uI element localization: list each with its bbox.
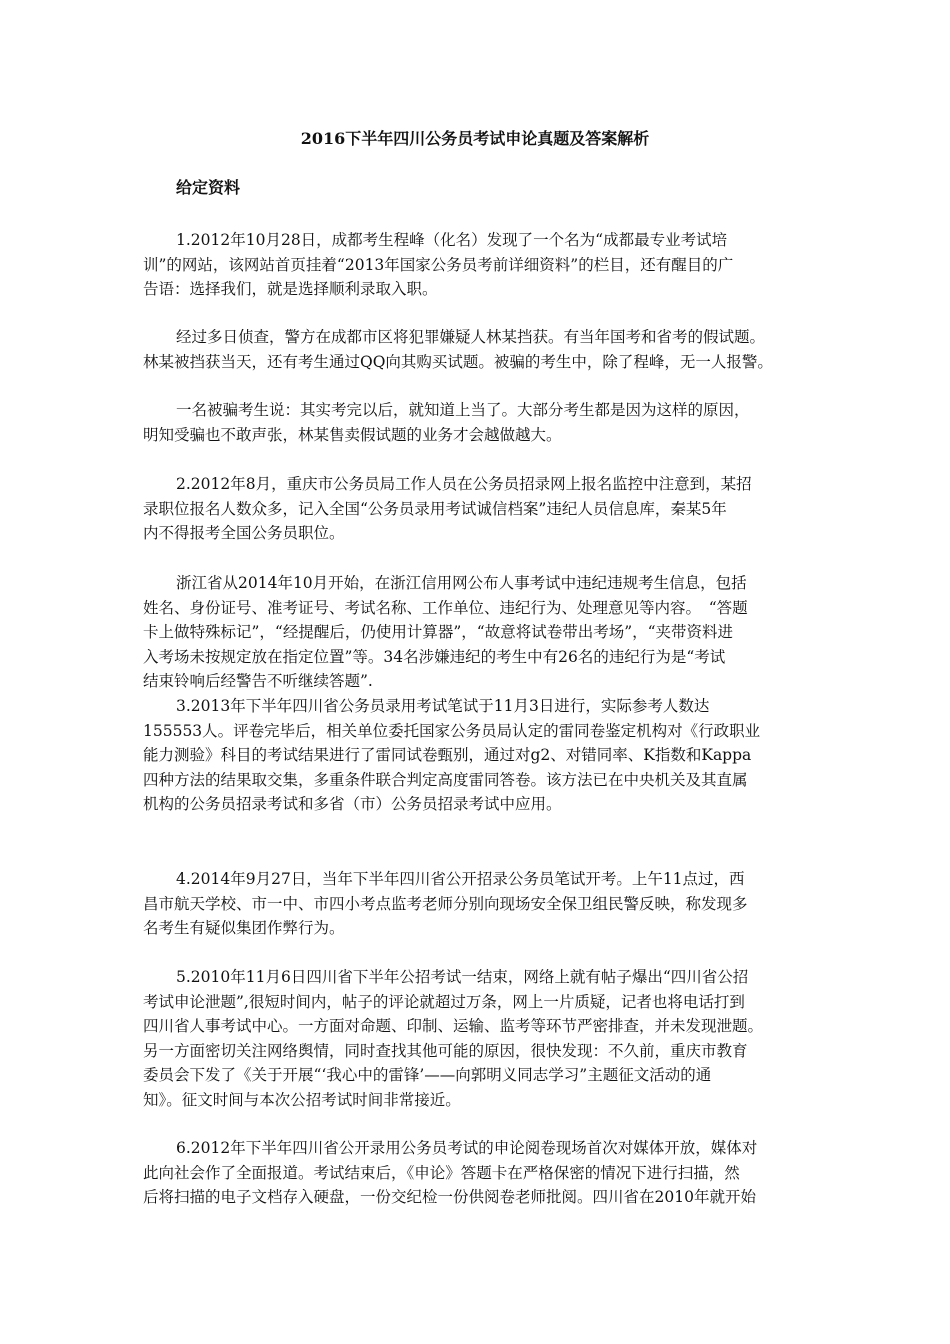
text-line: 昌市航天学校、市一中、市四小考点监考老师分别向现场安全保卫组民警反映，称发现多 — [143, 894, 748, 913]
text-line: 一名被骗考生说：其实考完以后，就知道上当了。大部分考生都是因为这样的原因， — [176, 401, 750, 419]
text-line: 告语：选择我们，就是选择顺利录取入职。 — [143, 280, 438, 299]
text-line: 2.2012年8月，重庆市公务员局工作人员在公务员招录网上报名监控中注意到，某招 — [176, 475, 752, 493]
text-line: 能力测验》科目的考试结果进行了雷同试卷甄别，通过对g2、对错同率、K指数和Kappa — [143, 746, 752, 765]
text-line: 4.2014年9月27日，当年下半年四川省公开招录公务员笔试开考。上午11点过，西 — [176, 870, 745, 888]
paragraph-5 — [143, 571, 833, 694]
text-line: 明知受骗也不敢声张，林某售卖假试题的业务才会越做越大。 — [143, 425, 562, 444]
text-line: 后将扫描的电子文档存入硬盘，一份交纪检一份供阅卷老师批阅。四川省在2010年就开始 — [143, 1188, 756, 1207]
text-line: 知》。征文时间与本次公招考试时间非常接近。 — [143, 1090, 461, 1109]
text-line: 机构的公务员招录考试和多省（市）公务员招录考试中应用。 — [143, 795, 562, 814]
text-line: 内不得报考全国公务员职位。 — [143, 524, 345, 543]
text-line: 考试申论泄题”,很短时间内，帖子的评论就超过万条，网上一片质疑，记者也将电话打到 — [143, 992, 745, 1011]
paragraph-4 — [143, 472, 833, 546]
text-line: 委员会下发了《关于开展“‘我心中的雷锋’——向郭明义同志学习”主题征文活动的通 — [143, 1066, 712, 1085]
paragraph-2 — [143, 325, 833, 374]
paragraph-1 — [143, 228, 833, 302]
text-line: 四种方法的结果取交集，多重条件联合判定高度雷同答卷。该方法已在中央机关及其直属 — [143, 770, 748, 789]
text-line: 卡上做特殊标记”，“经提醒后，仍使用计算器”，“故意将试卷带出考场”，“夹带资料进 — [143, 623, 734, 642]
paragraph-8 — [143, 965, 833, 1113]
paragraph-6 — [143, 694, 833, 817]
text-line: 5.2010年11月6日四川省下半年公招考试一结束，网络上就有帖子爆出“四川省公招 — [176, 968, 749, 986]
text-line: 训”的网站，该网站首页挂着“2013年国家公务员考前详细资料”的栏目，还有醒目的广 — [143, 255, 734, 274]
text-line: 录职位报名人数众多，记入全国“公务员录用考试诚信档案”违纪人员信息库，秦某5年 — [143, 499, 727, 518]
paragraph-9 — [143, 1136, 833, 1210]
paragraph-3 — [143, 398, 833, 447]
text-line: 经过多日侦查，警方在成都市区将犯罪嫌疑人林某挡获。有当年国考和省考的假试题。 — [176, 328, 766, 346]
section-heading: 给定资料 — [176, 178, 241, 197]
text-line: 1.2012年10月28日，成都考生程峰（化名）发现了一个名为“成都最专业考试培 — [176, 231, 728, 249]
text-line: 姓名、身份证号、准考证号、考试名称、工作单位、违纪行为、处理意见等内容。 “答题 — [143, 598, 748, 617]
text-line: 3.2013年下半年四川省公务员录用考试笔试于11月3日进行，实际参考人数达 — [176, 697, 710, 715]
text-line: 四川省人事考试中心。一方面对命题、印制、运输、监考等环节严密排查，并未发现泄题。 — [143, 1017, 764, 1036]
paragraph-7 — [143, 867, 833, 941]
text-line: 林某被挡获当天，还有考生通过QQ向其购买试题。被骗的考生中，除了程峰，无一人报警。 — [143, 352, 773, 371]
text-line: 此向社会作了全面报道。考试结束后，《申论》答题卡在严格保密的情况下进行扫描，然 — [143, 1163, 740, 1182]
text-line: 6.2012年下半年四川省公开录用公务员考试的申论阅卷现场首次对媒体开放，媒体对 — [176, 1139, 758, 1157]
document-title: 2016下半年四川公务员考试申论真题及答案解析 — [300, 129, 650, 148]
text-line: 入考场未按规定放在指定位置”等。34名涉嫌违纪的考生中有26名的违纪行为是“考试 — [143, 647, 726, 666]
text-line: 另一方面密切关注网络舆情，同时查找其他可能的原因，很快发现：不久前，重庆市教育 — [143, 1041, 748, 1060]
text-line: 155553人。评卷完毕后，相关单位委托国家公务员局认定的雷同卷鉴定机构对《行政职业 — [143, 721, 761, 740]
text-line: 名考生有疑似集团作弊行为。 — [143, 919, 345, 938]
text-line: 结束铃响后经警告不听继续答题”. — [143, 672, 373, 691]
text-line: 浙江省从2014年10月开始，在浙江信用网公布人事考试中违纪违规考生信息，包括 — [176, 574, 747, 592]
